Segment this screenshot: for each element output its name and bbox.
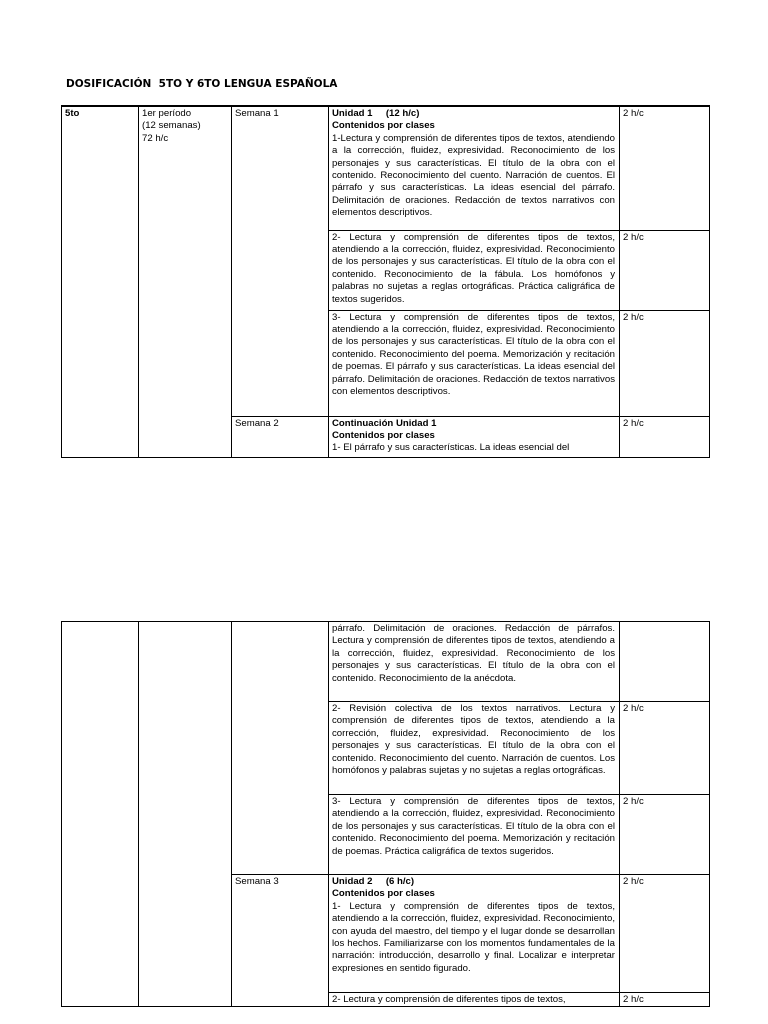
class-content-cell: 2- Revisión colectiva de los textos narrativos. Lectura y comprensión de diferentes tipos de textos, atendiendo a la corrección, fluidez, expresividad. Reconocimiento de los personajes y sus características. El título de la obra con el contenido. Reconocimiento del cuento. Narración de cuentos. Los homófonos y palabras sujetas y no sujetas a reglas ortográficas. bbox=[329, 702, 620, 795]
unit-heading: Unidad 1 (12 h/c) bbox=[332, 108, 420, 119]
class-content-cell: 2- Lectura y comprensión de diferentes tipos de textos, atendiendo a la corrección, fluidez, expresividad. Reconocimiento de los personajes y sus características. El título de la obra con el contenido. Reconocimiento de la fábula. Los homófonos y palabras no sujetas a reglas ortográficas. Práctica caligráfica de textos sugeridos. bbox=[329, 230, 620, 310]
hours-cell: 2 h/c bbox=[620, 875, 710, 993]
grade-cell bbox=[62, 106, 139, 457]
unit-heading: Continuación Unidad 1 bbox=[332, 417, 437, 429]
period-hours: 72 h/c bbox=[142, 132, 169, 144]
class-content-text: 1- Lectura y comprensión de diferentes tipos de textos, atendiendo a la corrección, fluidez, expresividad. Reconocimiento, con ayuda del maestro, del tiempo y el lugar donde se desarrollan los hechos. Familiarizarse con los momentos fundamentales de la narración: introducción, desarrollo y final. Localizar e interpretar expresiones en sentido figurado. bbox=[332, 900, 615, 974]
class-content-cell: 3- Lectura y comprensión de diferentes tipos de textos, atendiendo a la corrección, fluidez, expresividad. Reconocimiento de los personajes y sus características. El título de la obra con el contenido. Reconocimiento del poema. Memorización y recitación de poemas. El párrafo y sus características. La ideas esencial del párrafo. Delimitación de oraciones. Redacción de textos narrativos con elementos descriptivos. bbox=[329, 310, 620, 416]
table-row bbox=[62, 622, 710, 702]
week-cell: Semana 1 bbox=[232, 106, 329, 416]
contents-subheading: Contenidos por clases bbox=[332, 888, 435, 900]
hours-cell: 2 h/c bbox=[620, 230, 710, 310]
hours-cell: 2 h/c bbox=[620, 310, 710, 416]
hours-cell bbox=[620, 622, 710, 702]
class-content-cell bbox=[329, 993, 620, 1007]
period-weeks: (12 semanas) bbox=[142, 120, 201, 132]
class-content-cell: 3- Lectura y comprensión de diferentes tipos de textos, atendiendo a la corrección, fluidez, expresividad. Reconocimiento de los personajes y sus características. El título de la obra con el contenido. Reconocimiento del poema. Memorización y recitación de poemas. Práctica caligráfica de textos sugeridos. bbox=[329, 795, 620, 875]
unit-heading: Unidad 2 (6 h/c) bbox=[332, 876, 415, 887]
document-title: DOSIFICACIÓN 5TO Y 6TO LENGUA ESPAÑOLA bbox=[66, 78, 338, 90]
dosage-table-upper bbox=[61, 105, 710, 458]
hours-cell: 2 h/c bbox=[620, 993, 710, 1007]
hours-cell: 2 h/c bbox=[620, 416, 710, 457]
class-content-text: 1- El párrafo y sus características. La ideas esencial del bbox=[332, 442, 570, 454]
class-content-cell: párrafo. Delimitación de oraciones. Redacción de párrafos. Lectura y comprensión de diferentes tipos de textos, atendiendo a la corrección, fluidez, expresividad. Reconocimiento de los personajes y sus características. El título de la obra con el contenido. Reconocimiento de la anécdota. bbox=[329, 622, 620, 702]
hours-cell: 2 h/c bbox=[620, 106, 710, 230]
class-content-cell bbox=[329, 875, 620, 993]
period-label: 1er período bbox=[142, 108, 192, 119]
grade-label: 5to bbox=[65, 108, 80, 119]
hours-cell: 2 h/c bbox=[620, 702, 710, 795]
period-cell bbox=[139, 622, 232, 1007]
contents-subheading: Contenidos por clases bbox=[332, 120, 435, 132]
class-content-cell bbox=[329, 416, 620, 457]
class-content-text: 1-Lectura y comprensión de diferentes tipos de textos, atendiendo a la corrección, fluidez, expresividad. Reconocimiento de los personajes y sus características. El título de la obra con el contenido. Reconocimiento del cuento. Narración de cuentos. El párrafo y sus características. La ideas esencial del párrafo. Delimitación de oraciones. Redacción de textos narrativos con elementos descriptivos. bbox=[332, 132, 615, 219]
contents-subheading: Contenidos por clases bbox=[332, 429, 435, 441]
week-cell: Semana 2 bbox=[232, 416, 329, 457]
period-cell bbox=[139, 106, 232, 457]
week-cell bbox=[232, 622, 329, 875]
table-row bbox=[62, 106, 710, 230]
class-content-text: 2- Lectura y comprensión de diferentes tipos de textos, bbox=[332, 994, 566, 1005]
week-cell: Semana 3 bbox=[232, 875, 329, 1007]
class-content-cell bbox=[329, 106, 620, 230]
grade-cell bbox=[62, 622, 139, 1007]
hours-cell: 2 h/c bbox=[620, 795, 710, 875]
dosage-table-lower bbox=[61, 621, 710, 1007]
